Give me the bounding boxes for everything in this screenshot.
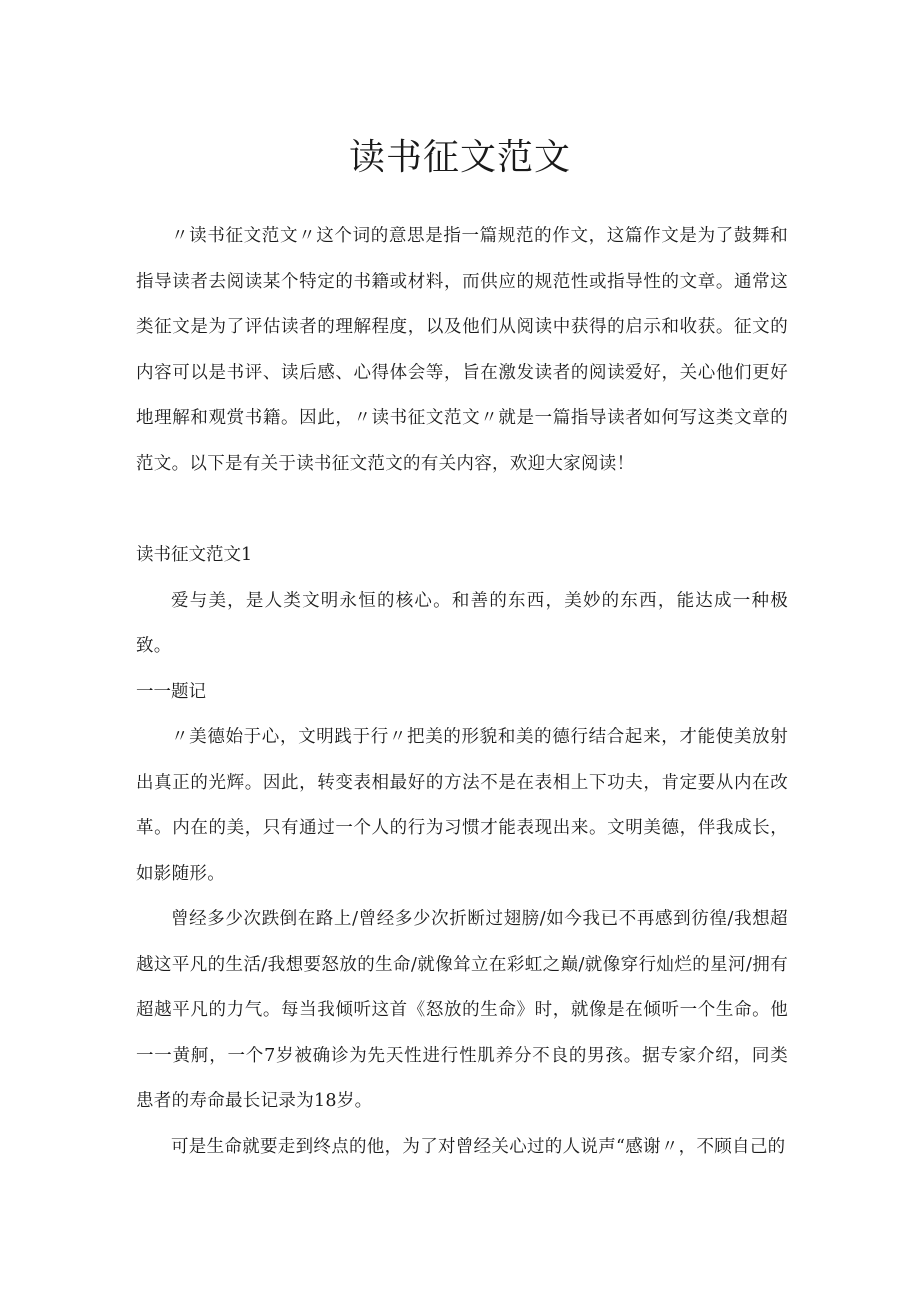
body-paragraph-3: 可是生命就要走到终点的他，为了对曾经关心过的人说声“感谢〃，不顾自己的 (171, 1136, 786, 1157)
document-body (136, 214, 788, 1170)
document-title: 读书征文范文 (348, 137, 571, 178)
epigraph-paragraph: 爱与美，是人类文明永恒的核心。和善的东西，美妙的东西，能达成一种极致。 (136, 590, 788, 656)
section-spacer (136, 487, 788, 533)
body-paragraph-2: 曾经多少次跌倒在路上/曾经多少次折断过翅膀/如今我已不再感到彷徨/我想超越这平凡的生活/我想要怒放的生命/就像耸立在彩虹之巅/就像穿行灿烂的星河/拥有超越平凡的力气。每当我倾听这首《怒放的生命》时，就像是在倾听一个生命。他一一黄舸，一个7岁被确诊为先天性进行性肌养分不良的男孩。据专家介绍，同类患者的寿命最长记录为18岁。 (136, 909, 788, 1111)
epigraph-source: 一一题记 (136, 681, 206, 702)
intro-paragraph: 〃读书征文范文〃这个词的意思是指一篇规范的作文，这篇作文是为了鼓舞和指导读者去阅读某个特定的书籍或材料，而供应的规范性或指导性的文章。通常这类征文是为了评估读者的理解程度，以及他们从阅读中获得的启示和收获。征文的内容可以是书评、读后感、心得体会等，旨在激发读者的阅读爱好，关心他们更好地理解和观赏书籍。因此，〃读书征文范文〃就是一篇指导读者如何写这类文章的范文。以下是有关于读书征文范文的有关内容，欢迎大家阅读！ (136, 226, 788, 474)
section-heading: 读书征文范文1 (136, 545, 253, 565)
body-paragraph-1: 〃美德始于心，文明践于行〃把美的形貌和美的德行结合起来，才能使美放射出真正的光辉。因此，转变表相最好的方法不是在表相上下功夫，肯定要从内在改革。内在的美，只有通过一个人的行为习惯才能表现出来。文明美德，伴我成长，如影随形。 (136, 727, 788, 884)
